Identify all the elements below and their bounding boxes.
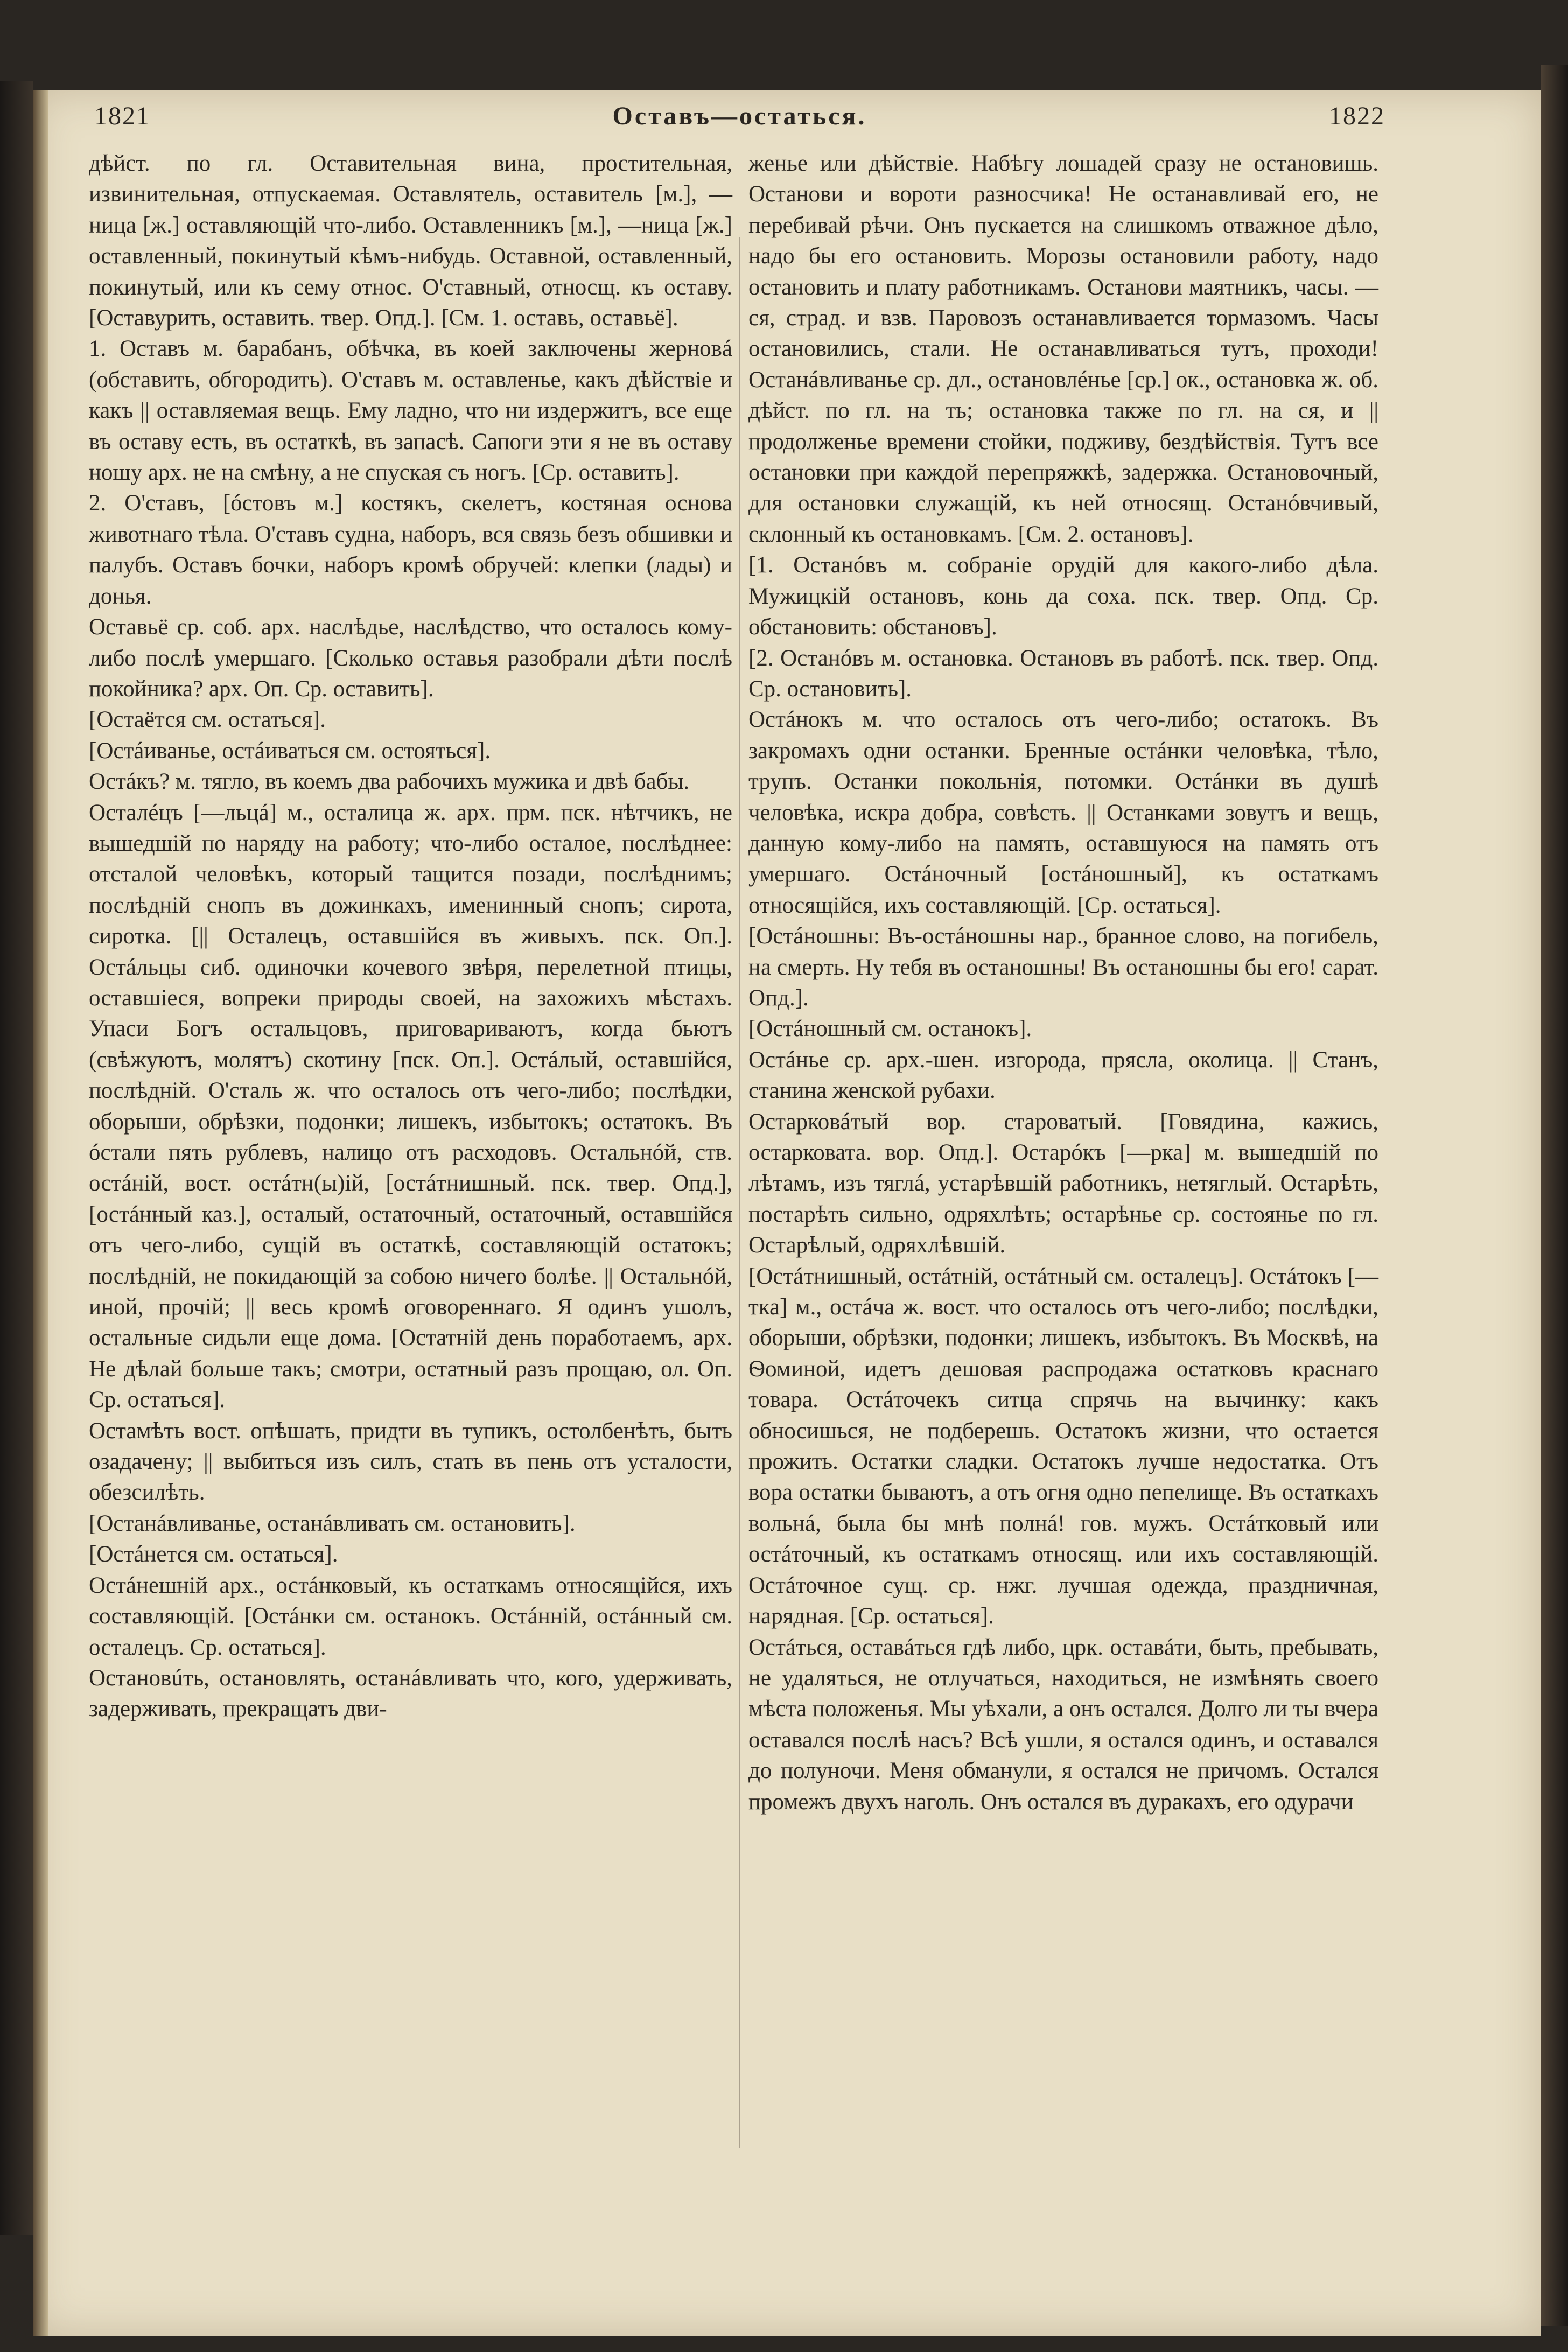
left-page-number: 1821 [94, 102, 150, 130]
entry: Остáнье ср. арх.-шен. изгорода, прясла, околица. || Станъ, станина женской рубахи. [748, 1047, 1378, 1104]
entry: Остáнешній арх., остáнковый, къ остаткамъ относящійся, ихъ составляющій. [Остáнки см. останокъ. Остáнній, остáнный см. осталецъ. Ср. остаться]. [89, 1572, 732, 1660]
entry: 2. О'ставъ, [óстовъ м.] костякъ, скелетъ, костяная основа животнаго тѣла. О'ставъ судна, наборъ, вся связь безъ обшивки и палубъ. Оставъ бочки, наборъ кромѣ обручей: клепки (лады) и донья. [89, 491, 732, 609]
page-title: Оставъ—остаться. [612, 102, 867, 130]
page-binding-shadow [33, 90, 48, 2336]
entry: [Остáиванье, остáиваться см. остояться]. [89, 738, 491, 764]
page-header [94, 101, 1385, 139]
entry: [Остáтнишный, остáтній, остáтный см. осталецъ]. Остáтокъ [—тка] м., остáча ж. вост. что осталось отъ чего-либо; послѣдки, оборыши, обрѣзки, подонки; лишекъ, избытокъ. Въ Москвѣ, на Ѳоминой, идетъ дешовая распродажа остатковъ краснаго товара. Остáточекъ ситца спрячь на вычинку: какъ обносишься, не подберешь. Остатокъ жизни, что остается прожить. Остатки сладки. Остатокъ лучше недостатка. Отъ вора остатки бываютъ, а отъ огня одно пепелище. Въ остаткахъ вольнá, была бы мнѣ полнá! гов. мужъ. Остáтковый или остáточный, къ остаткамъ относящ. или ихъ составляющій. Остáточное сущ. ср. нжг. лучшая одежда, праздничная, нарядная. [Ср. остаться]. [748, 1263, 1378, 1629]
entry: дѣйст. по гл. Оставительная вина, простительная, извинительная, отпускаемая. Оставлятель, оставитель [м.], —ница [ж.] оставляющій что-либо. Оставленникъ [м.], —ница [ж.] оставленный, покинутый кѣмъ-нибудь. Оставной, оставленный, покинутый, или къ сему относ. О'ставный, относщ. къ оставу. [Оставурить, оставить. твер. Опд.]. [См. 1. оставь, оставьё]. [89, 151, 732, 331]
left-column [89, 148, 732, 1725]
entry: Остамѣть вост. опѣшать, придти въ тупикъ, остолбенѣть, быть озадачену; || выбиться изъ силъ, стать въ пень отъ усталости, обезсилѣть. [89, 1418, 732, 1506]
entry: [Остáнется см. остаться]. [89, 1542, 338, 1567]
entry: [Остáношны: Въ-остáношны нар., бранное слово, на погибель, на смерть. Ну тебя въ останошны! Въ останошны бы его! сарат. Опд.]. [748, 923, 1378, 1011]
entry: [2. Останóвъ м. остановка. Остановъ въ работѣ. пск. твер. Опд. Ср. остановить]. [748, 645, 1378, 702]
entry: женье или дѣйствіе. Набѣгу лошадей сразу не остановишь. Останови и вороти разносчика! Не останавливай его, не перебивай рѣчи. Онъ пускается на слишкомъ отважное дѣло, надо бы его остановить. Морозы остановили работу, надо остановить и плату работникамъ. Останови маятникъ, часы. —ся, страд. и взв. Паровозъ останавливается тормазомъ. Часы остановились, стали. Не останавливаться тутъ, проходи! Останáвливанье ср. дл., остановлéнье [ср.] ок., остановка ж. об. дѣйст. по гл. на ть; остановка также по гл. на ся, и || продолженье времени стойки, подживу, бездѣйствія. Тутъ все остановки при каждой перепряжкѣ, задержка. Остановочный, для остановки служащій, къ ней относящ. Останóвчивый, склонный къ остановкамъ. [См. 2. остановъ]. [748, 151, 1378, 547]
entry: Остарковáтый вор. староватый. [Говядина, кажись, остарковата. вор. Опд.]. Остарóкъ [—рка] м. вышедшій по лѣтамъ, изъ тяглá, устарѣвшій работникъ, нетяглый. Остарѣть, постарѣть сильно, одряхлѣть; остарѣнье ср. состоянье по гл. Остарѣлый, одряхлѣвшій. [748, 1109, 1378, 1258]
entry: [Останáвливанье, останáвливать см. остановить]. [89, 1510, 576, 1536]
book-right-edge [1541, 65, 1568, 2326]
entry: Остановúть, остановлять, останáвливать что, кого, удерживать, задерживать, прекращать дви- [89, 1665, 732, 1722]
entry: Остáться, оставáться гдѣ либо, црк. оставáти, быть, пребывать, не удаляться, не отлучаться, находиться, не измѣнять своего мѣста положенья. Мы уѣхали, а онъ остался. Долго ли ты вчера оставался послѣ насъ? Всѣ ушли, я остался одинъ, и оставался до полуночи. Меня обманули, я остался не причомъ. Остался промежъ двухъ наголь. Онъ остался въ дуракахъ, его одурачи [748, 1634, 1378, 1815]
entry: [Остаётся см. остаться]. [89, 707, 326, 733]
right-page-number: 1822 [1328, 102, 1385, 130]
entry: 1. Оставъ м. барабанъ, обѣчка, въ коей заключены жерновá (обставить, обгородить). О'ставъ м. оставленье, какъ дѣйствіе и какъ || оставляемая вещь. Ему ладно, что ни издержитъ, все еще въ оставу есть, въ остаткѣ, въ запасѣ. Сапоги эти я не въ оставу ношу арх. не на смѣну, а не спуская съ ногъ. [Ср. оставить]. [89, 336, 732, 486]
entry: Остáнокъ м. что осталось отъ чего-либо; остатокъ. Въ закромахъ одни останки. Бренные остáнки человѣка, тѣло, трупъ. Останки покольнія, потомки. Остáнки въ душѣ человѣка, искра добра, совѣсть. || Останками зовутъ и вещь, данную кому-либо на память, оставшуюся на память отъ умершаго. Остáночный [остáношный], къ остаткамъ относящійся, ихъ составляющій. [Ср. остаться]. [748, 707, 1378, 918]
entry: Остáкъ? м. тягло, въ коемъ два рабочихъ мужика и двѣ бабы. [89, 769, 690, 795]
column-divider [739, 237, 740, 2148]
entry: Оставьё ср. соб. арх. наслѣдье, наслѣдство, что осталось кому-либо послѣ умершаго. [Сколько оставья разобрали дѣти послѣ покойника? арх. Оп. Ср. оставить]. [89, 614, 732, 702]
right-column [748, 148, 1378, 1817]
book-left-edge [0, 81, 33, 2235]
entry: Осталéцъ [—льцá] м., осталица ж. арх. прм. пск. нѣтчикъ, не вышедшій по наряду на работу; что-либо осталое, послѣднее: отсталой человѣкъ, который тащится позади, послѣднимъ; послѣдній снопъ въ дожинкахъ, именинный снопъ; сирота, сиротка. [|| Осталецъ, оставшійся въ живыхъ. пск. Оп.]. Остáльцы сиб. одиночки кочевого звѣря, перелетной птицы, оставшіеся, вопреки природы своей, на захожихъ мѣстахъ. Упаси Богъ остальцовъ, приговариваютъ, когда бьютъ (свѣжуютъ, молятъ) скотину [пск. Оп.]. Остáлый, оставшійся, послѣдній. О'сталь ж. что осталось отъ чего-либо; послѣдки, оборыши, обрѣзки, подонки; лишекъ, избытокъ; остатокъ. Въ óстали пять рублевъ, налицо отъ расходовъ. Остальнóй, ств. остáній, вост. остáтн(ы)ій, [остáтнишный. пск. твер. Опд.], [остáнный каз.], осталый, остаточный, остаточный, оставшійся отъ чего-либо, сущій въ остаткѣ, составляющій остатокъ; послѣдній, не покидающій за собою ничего болѣе. || Остальнóй, иной, прочій; || весь кромѣ оговореннаго. Я одинъ ушолъ, остальные сидьли еще дома. [Остатній день поработаемъ, арх. Не дѣлай больше такъ; смотри, остатный разъ прощаю, ол. Оп. Ср. остаться]. [89, 800, 732, 1413]
entry: [1. Останóвъ м. собраніе орудій для какого-либо дѣла. Мужицкій остановъ, конь да соха. пск. твер. Опд. Ср. обстановить: обстановъ]. [748, 552, 1378, 640]
entry: [Остáношный см. останокъ]. [748, 1016, 1032, 1042]
